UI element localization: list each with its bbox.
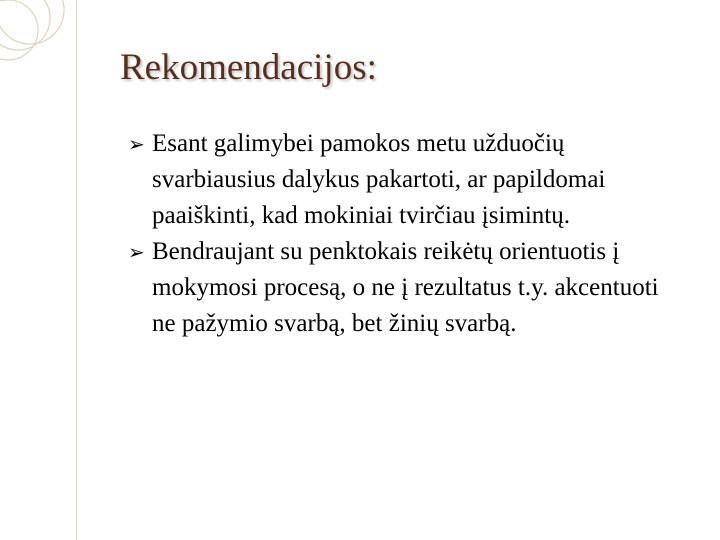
arrow-bullet-icon: ➢ — [128, 240, 145, 264]
left-divider-line — [76, 0, 77, 540]
bullet-text: Esant galimybei pamokos metu užduočių svarbiausius dalykus pakartoti, ar papildomai paaiškinti, kad mokiniai tvirčiau įsimintų. — [152, 130, 606, 229]
bullet-item — [128, 126, 688, 234]
bullet-item — [128, 234, 688, 342]
bullet-list — [128, 126, 688, 342]
slide-title: Rekomendacijos: — [120, 47, 377, 88]
arrow-bullet-icon: ➢ — [128, 132, 145, 156]
decorative-rings-icon — [0, 0, 80, 80]
bullet-text: Bendraujant su penktokais reikėtų orientuotis į mokymosi procesą, o ne į rezultatus t.y. akcentuoti ne pažymio svarbą, bet žinių svarbą. — [152, 238, 659, 337]
